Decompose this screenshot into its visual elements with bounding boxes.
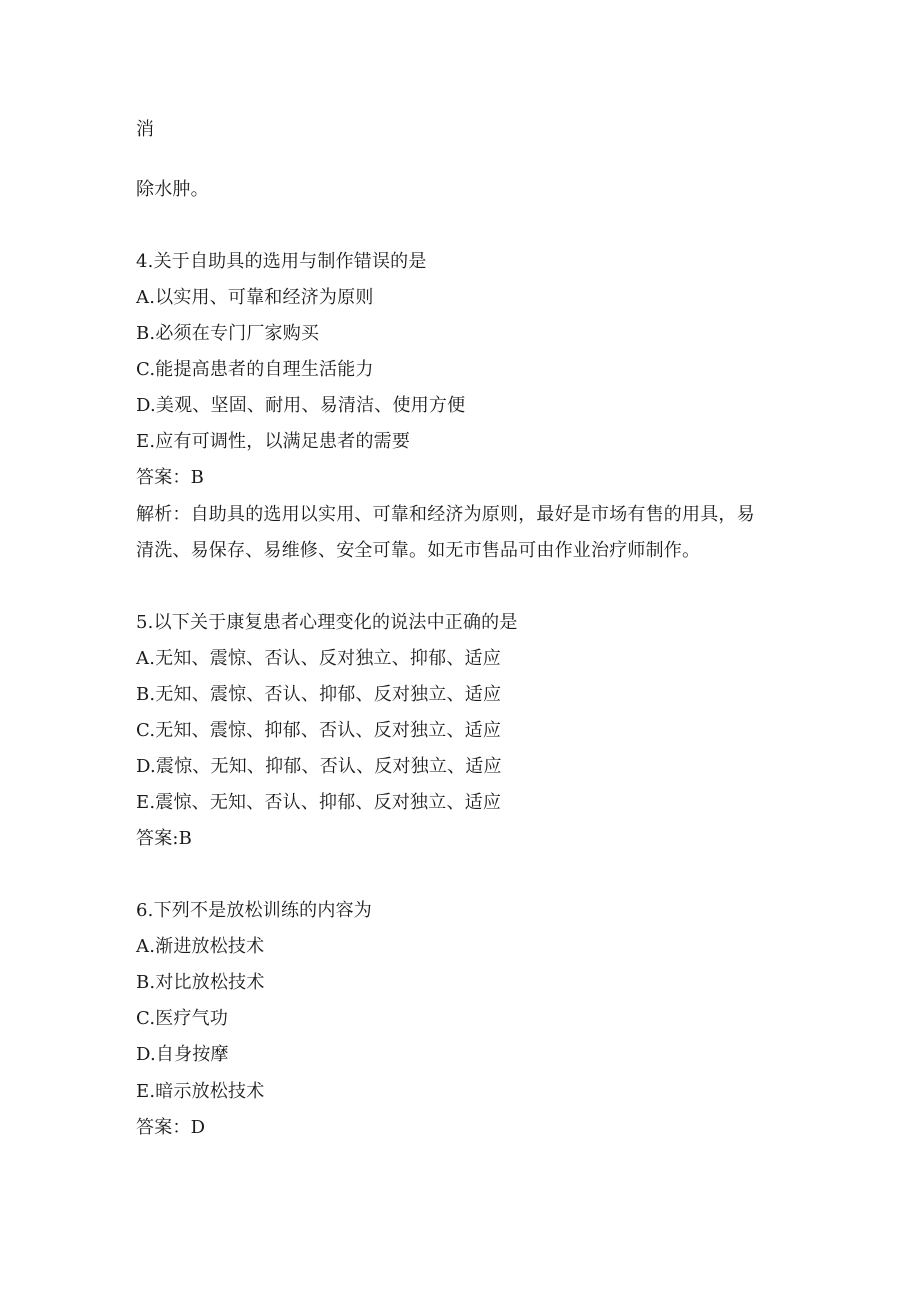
question-5-option-d: D.震惊、无知、抑郁、否认、反对独立、适应 [136, 756, 502, 777]
question-6-answer: 答案：D [136, 1117, 206, 1138]
question-5-answer: 答案:B [136, 828, 193, 849]
question-4-option-b: B.必须在专门厂家购买 [136, 323, 320, 344]
question-4-option-d: D.美观、坚固、耐用、易清洁、使用方便 [136, 395, 466, 416]
question-6-option-d: D.自身按摩 [136, 1044, 229, 1065]
question-4-option-a: A.以实用、可靠和经济为原则 [136, 287, 374, 308]
question-5-option-a: A.无知、震惊、否认、反对独立、抑郁、适应 [136, 648, 501, 669]
question-5-option-c: C.无知、震惊、抑郁、否认、反对独立、适应 [136, 720, 502, 741]
question-6-stem: 6.下列不是放松训练的内容为 [136, 900, 372, 921]
question-4-option-c: C.能提高患者的自理生活能力 [136, 359, 374, 380]
question-5-option-b: B.无知、震惊、否认、抑郁、反对独立、适应 [136, 684, 502, 705]
question-6-option-e: E.暗示放松技术 [136, 1081, 265, 1102]
question-4-answer: 答案：B [136, 467, 205, 488]
question-6-option-c: C.医疗气功 [136, 1008, 229, 1029]
question-6-option-b: B.对比放松技术 [136, 972, 265, 993]
question-4-stem: 4.关于自助具的选用与制作错误的是 [136, 251, 427, 272]
question-5-stem: 5.以下关于康复患者心理变化的说法中正确的是 [136, 612, 518, 633]
question-6-option-a: A.渐进放松技术 [136, 936, 265, 957]
question-4-explanation-line-2: 清洗、易保存、易维修、安全可靠。如无市售品可由作业治疗师制作。 [136, 540, 701, 561]
question-5-option-e: E.震惊、无知、否认、抑郁、反对独立、适应 [136, 792, 502, 813]
fragment-line-2: 除水肿。 [136, 179, 209, 200]
question-4-option-e: E.应有可调性，以满足患者的需要 [136, 431, 411, 452]
fragment-line-1: 消 [136, 119, 155, 140]
question-4-explanation-line-1: 解析：自助具的选用以实用、可靠和经济为原则，最好是市场有售的用具，易 [136, 504, 755, 525]
